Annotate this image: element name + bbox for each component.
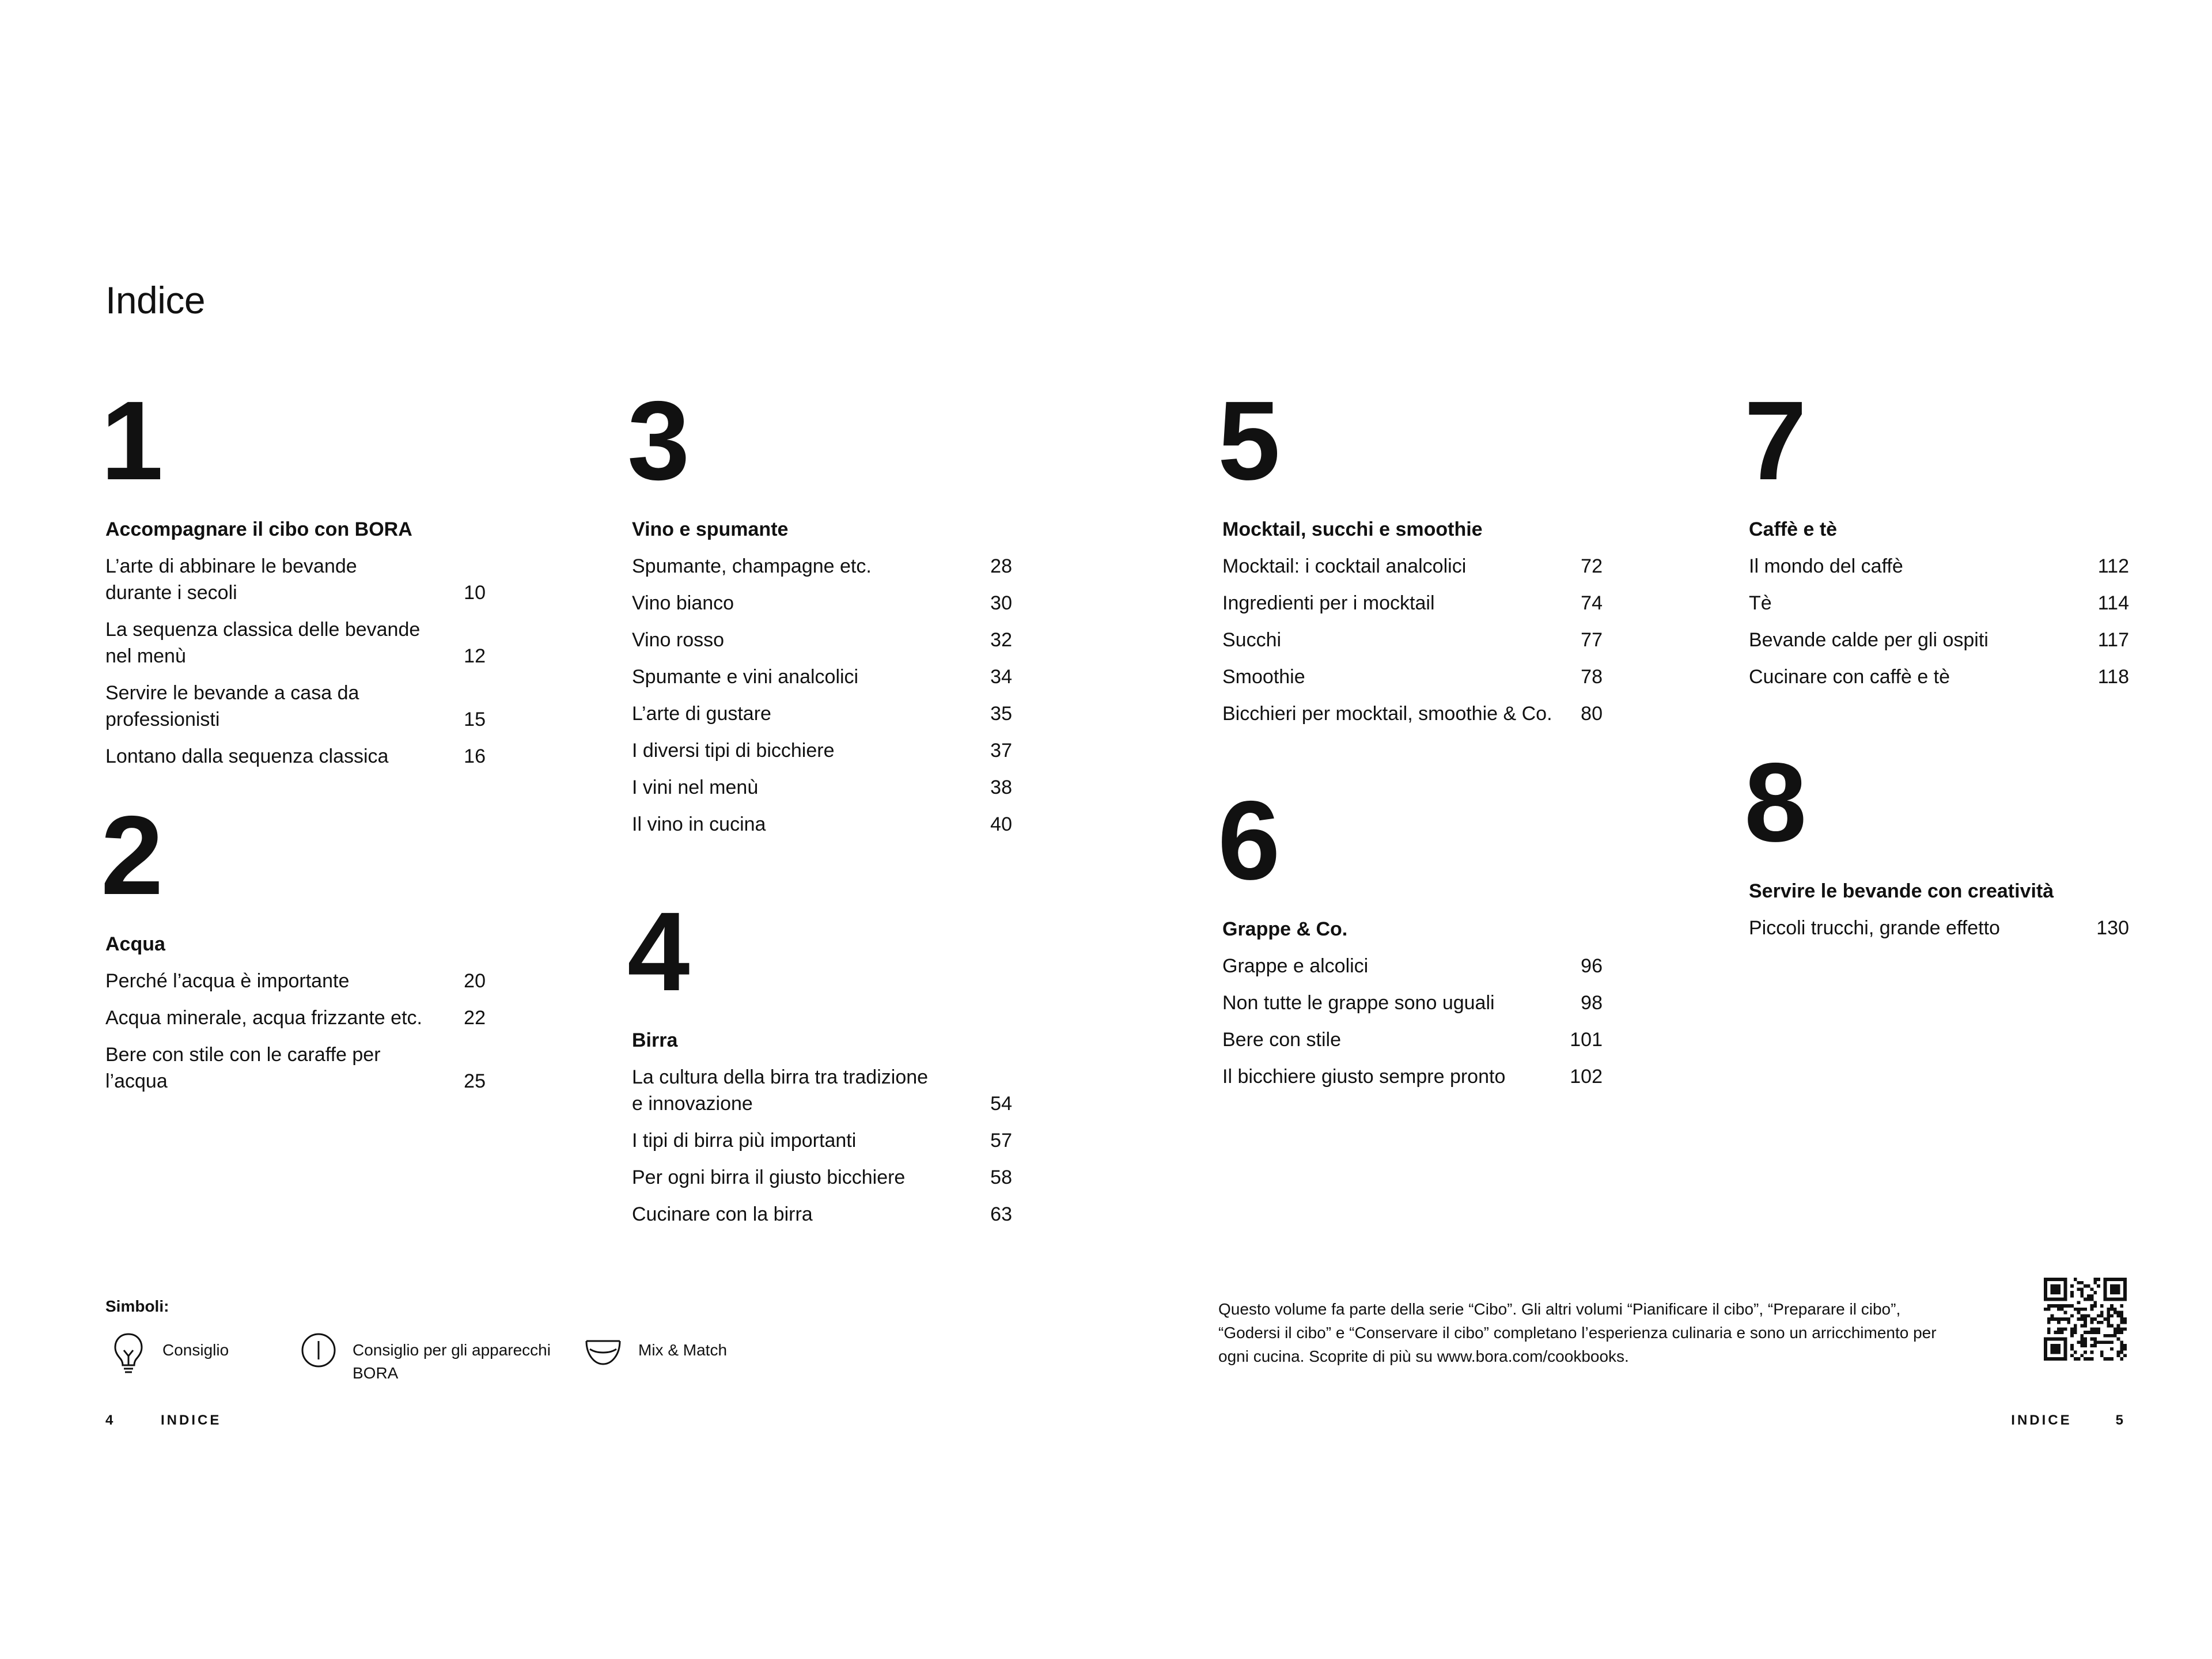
entry-page: 37	[990, 740, 1012, 762]
entry-label: Mocktail: i cocktail analcolici	[1222, 555, 1467, 577]
toc-entry[interactable]	[1749, 627, 2129, 653]
toc-entry[interactable]	[105, 1005, 486, 1031]
entry-page: 15	[464, 709, 486, 730]
symbol-label: Consiglio	[162, 1341, 229, 1359]
toc-entry[interactable]	[1222, 1027, 1603, 1053]
chapter-title: Acqua	[105, 933, 165, 955]
symbols-title: Simboli:	[105, 1297, 169, 1315]
toc-entry[interactable]	[1222, 590, 1603, 616]
chapter-8	[1744, 740, 2129, 952]
entry-label: Cucinare con la birra	[632, 1203, 813, 1225]
entry-label: I tipi di birra più importanti	[632, 1130, 857, 1152]
entry-page: 22	[464, 1007, 486, 1029]
entry-label: Piccoli trucchi, grande effetto	[1749, 917, 2000, 939]
toc-entry[interactable]	[1222, 953, 1603, 979]
chapter-3	[627, 378, 1012, 848]
entry-page: 98	[1581, 992, 1603, 1014]
entry-page: 28	[990, 555, 1012, 577]
bowl-icon	[583, 1331, 623, 1377]
entry-page: 34	[990, 666, 1012, 688]
toc-entry[interactable]	[632, 553, 1012, 579]
symbol-label: Consiglio per gli apparecchi BORA	[353, 1341, 551, 1382]
chapter-7	[1744, 378, 2129, 700]
chapter-number: 6	[1218, 778, 1278, 903]
toc-entry[interactable]	[1222, 1063, 1603, 1090]
page-number-right: 5	[2115, 1412, 2126, 1428]
toc-entry[interactable]	[632, 1064, 1012, 1117]
toc-entry[interactable]	[1222, 627, 1603, 653]
entry-page: 117	[2097, 629, 2129, 651]
chapter-title: Mocktail, succhi e smoothie	[1222, 518, 1483, 540]
qr-code-icon	[2044, 1278, 2127, 1361]
toc-entry[interactable]	[105, 1041, 486, 1094]
entry-page: 80	[1581, 703, 1603, 725]
footer-left	[105, 1412, 221, 1429]
entry-page: 54	[990, 1093, 1012, 1115]
toc-entry[interactable]	[1222, 553, 1603, 579]
entry-page: 102	[1570, 1066, 1603, 1088]
entry-page: 58	[990, 1166, 1012, 1188]
entry-label: I vini nel menù	[632, 777, 759, 798]
chapter-2	[101, 793, 486, 1105]
entry-label: Ingredienti per i mocktail	[1222, 592, 1435, 614]
toc-entry[interactable]	[1749, 590, 2129, 616]
entry-label: Perché l’acqua è importante	[105, 970, 350, 992]
entry-page: 25	[464, 1070, 486, 1092]
entry-page: 40	[990, 813, 1012, 835]
entry-page: 16	[464, 745, 486, 767]
entry-label: Spumante, champagne etc.	[632, 555, 872, 577]
page-number-left: 4	[105, 1412, 116, 1428]
entry-page: 77	[1581, 629, 1603, 651]
toc-entry[interactable]	[632, 1164, 1012, 1191]
entry-label: Spumante e vini analcolici	[632, 666, 859, 688]
entry-page: 30	[990, 592, 1012, 614]
toc-entry[interactable]	[632, 627, 1012, 653]
chapter-number: 8	[1744, 740, 1805, 865]
chapter-title: Accompagnare il cibo con BORA	[105, 518, 412, 540]
page-title: Indice	[105, 279, 206, 321]
entry-label: I diversi tipi di bicchiere	[632, 740, 835, 762]
toc-entry[interactable]	[632, 1201, 1012, 1228]
chapter-title: Caffè e tè	[1749, 518, 1838, 540]
chapter-number: 1	[101, 378, 161, 503]
toc-entry[interactable]	[632, 664, 1012, 690]
entry-label: Bicchieri per mocktail, smoothie & Co.	[1222, 703, 1552, 725]
toc-entry[interactable]	[1222, 700, 1603, 727]
entry-page: 57	[990, 1130, 1012, 1152]
toc-entry[interactable]	[105, 680, 486, 733]
toc-entry[interactable]	[1222, 664, 1603, 690]
entry-label: La sequenza classica delle bevande nel menù	[105, 619, 421, 667]
running-header-left: INDICE	[161, 1412, 222, 1428]
entry-label: Non tutte le grappe sono uguali	[1222, 992, 1495, 1014]
toc-entry[interactable]	[632, 590, 1012, 616]
toc-entry[interactable]	[105, 553, 486, 606]
lightbulb-icon	[109, 1331, 147, 1377]
series-note: Questo volume fa parte della serie “Cibo”. Gli altri volumi “Pianificare il cibo”, “Preparare il cibo”, “Godersi il cibo” e “Conservare il cibo” completano l’esperienza culinaria e sono un arricchimento per ogni cucina. Scoprite di più su www.bora.com/cookbooks.	[1218, 1300, 1937, 1365]
running-header-right: INDICE	[2011, 1412, 2072, 1428]
entry-page: 35	[990, 703, 1012, 725]
entry-page: 96	[1581, 955, 1603, 977]
entry-label: La cultura della birra tra tradizione e innovazione	[632, 1066, 929, 1115]
chapter-number: 7	[1744, 378, 1805, 503]
chapter-number: 2	[101, 793, 161, 918]
entry-label: Servire le bevande a casa da professionisti	[105, 682, 359, 730]
toc-entry[interactable]	[632, 811, 1012, 838]
entry-label: L’arte di gustare	[632, 703, 771, 725]
symbol-label: Mix & Match	[638, 1341, 728, 1359]
entry-page: 32	[990, 629, 1012, 651]
chapter-number: 5	[1218, 378, 1278, 503]
toc-entry[interactable]	[632, 774, 1012, 801]
toc-entry[interactable]	[105, 968, 486, 994]
info-circle-icon	[300, 1331, 338, 1377]
chapter-5	[1218, 378, 1603, 737]
footer-right	[2011, 1412, 2126, 1429]
entry-label: Bere con stile	[1222, 1029, 1341, 1051]
entry-label: Tè	[1749, 592, 1772, 614]
entry-page: 118	[2097, 666, 2129, 688]
entry-label: Vino bianco	[632, 592, 734, 614]
entry-page: 63	[990, 1203, 1012, 1225]
entry-page: 38	[990, 777, 1012, 798]
toc-entry[interactable]	[1749, 553, 2129, 579]
entry-page: 112	[2097, 555, 2129, 577]
entry-label: Bevande calde per gli ospiti	[1749, 629, 1988, 651]
toc-entry[interactable]	[1222, 990, 1603, 1016]
toc-entry[interactable]	[632, 737, 1012, 764]
entry-page: 72	[1581, 555, 1603, 577]
chapter-number: 4	[627, 889, 688, 1014]
entry-page: 10	[464, 582, 486, 604]
entry-label: Smoothie	[1222, 666, 1305, 688]
entry-page: 101	[1570, 1029, 1603, 1051]
entry-label: Succhi	[1222, 629, 1282, 651]
symbol-mix-match	[583, 1331, 727, 1377]
chapter-title: Servire le bevande con creatività	[1749, 880, 2054, 902]
toc-entry[interactable]	[105, 743, 486, 770]
entry-label: Acqua minerale, acqua frizzante etc.	[105, 1007, 422, 1029]
entry-page: 20	[464, 970, 486, 992]
symbol-consiglio	[109, 1331, 229, 1377]
entry-label: Il bicchiere giusto sempre pronto	[1222, 1066, 1506, 1088]
chapter-title: Birra	[632, 1029, 678, 1051]
chapter-number: 3	[627, 378, 688, 503]
entry-label: Il vino in cucina	[632, 813, 766, 835]
symbol-consiglio-bora	[300, 1331, 551, 1385]
chapter-title: Vino e spumante	[632, 518, 789, 540]
chapter-1	[101, 378, 486, 780]
toc-entry[interactable]	[632, 700, 1012, 727]
entry-label: Vino rosso	[632, 629, 725, 651]
chapter-title: Grappe & Co.	[1222, 918, 1348, 940]
chapter-6	[1218, 778, 1603, 1100]
entry-page: 12	[464, 645, 486, 667]
toc-entry[interactable]	[632, 1127, 1012, 1154]
entry-label: Bere con stile con le caraffe per l’acqua	[105, 1044, 381, 1092]
toc-entry[interactable]	[1749, 664, 2129, 690]
entry-label: L’arte di abbinare le bevande durante i secoli	[105, 555, 357, 604]
entry-label: Lontano dalla sequenza classica	[105, 745, 389, 767]
entry-page: 74	[1581, 592, 1603, 614]
toc-entry[interactable]	[1749, 915, 2129, 941]
entry-label: Per ogni birra il giusto bicchiere	[632, 1166, 906, 1188]
entry-label: Il mondo del caffè	[1749, 555, 1903, 577]
chapter-4	[627, 889, 1012, 1238]
entry-page: 78	[1581, 666, 1603, 688]
entry-page: 114	[2097, 592, 2129, 614]
entry-label: Grappe e alcolici	[1222, 955, 1369, 977]
toc-entry[interactable]	[105, 616, 486, 669]
entry-label: Cucinare con caffè e tè	[1749, 666, 1950, 688]
entry-page: 130	[2096, 917, 2129, 939]
